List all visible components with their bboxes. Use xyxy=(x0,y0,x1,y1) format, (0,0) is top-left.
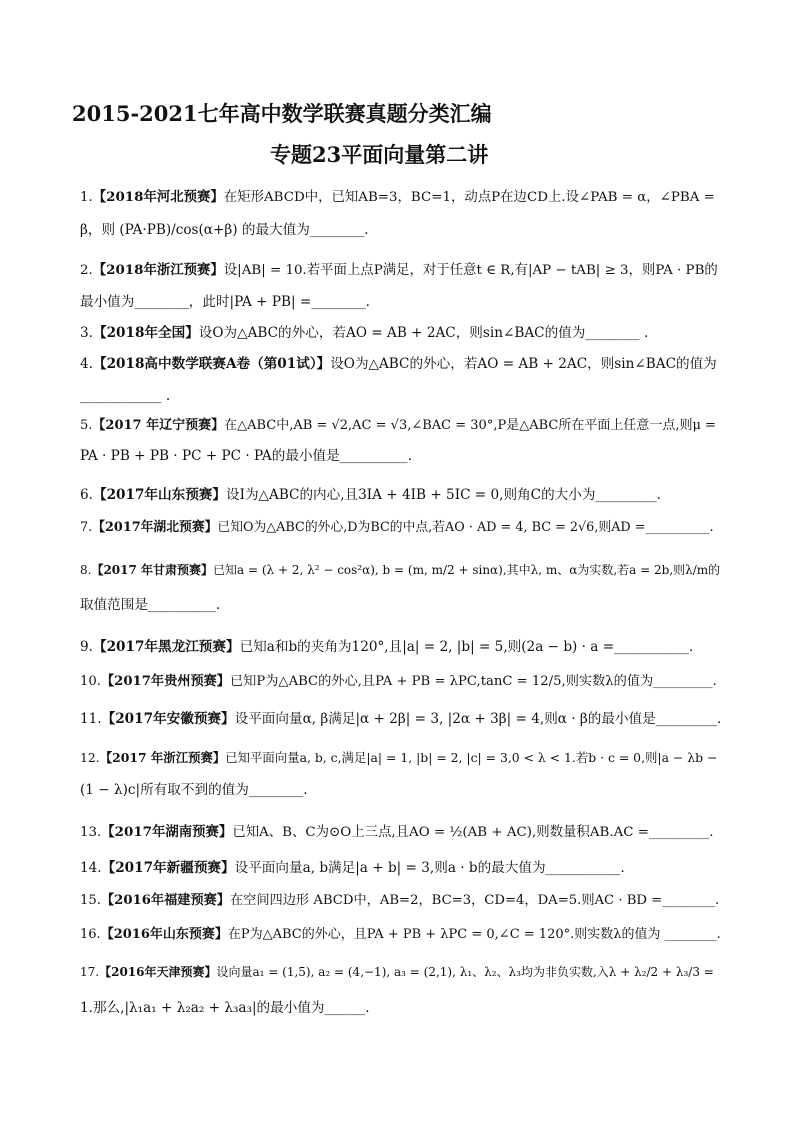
question-text: 已知平面向量a, b, c,满足|a| = 1, |b| = 2, |c| = 3,0 < λ < 1.若b · c = 0,则|a − λb − xyxy=(225,750,718,765)
question-line xyxy=(80,595,220,615)
question-tag: 【2017年湖南预赛】 xyxy=(101,824,233,840)
question-text: 设O为△ABC的外心，若AO = AB + 2AC，则sin∠BAC的值为________ . xyxy=(198,325,649,341)
question-tag: 【2017年湖北预赛】 xyxy=(92,520,218,535)
question-number: 4. xyxy=(80,356,93,372)
question-number: 3. xyxy=(80,325,93,341)
question-text: 已知a和b的夹角为120°,且|a| = 2, |b| = 5,则(2a − b) · a =___________. xyxy=(239,639,694,655)
question-tag: 【2017 年浙江预赛】 xyxy=(99,750,226,765)
question-number: 9. xyxy=(80,639,93,655)
question-text: (1 − λ)c|所有取不到的值为________. xyxy=(80,782,308,798)
question-number: 2. xyxy=(80,263,93,278)
question-line xyxy=(80,292,370,312)
question-text: 在矩形ABCD中，已知AB=3，BC=1，动点P在边CD上.设∠PAB = α，∠PBA = xyxy=(223,190,715,205)
question-line xyxy=(80,416,716,436)
question-text: 已知O为△ABC的外心,D为BC的中点,若AO · AD = 4, BC = 2√6,则AD =__________. xyxy=(217,520,714,535)
question-tag: 【2018年全国】 xyxy=(92,325,199,341)
question-number: 1. xyxy=(80,190,93,205)
question-line xyxy=(80,485,661,505)
question-text: PA · PB + PB · PC + PC · PA的最小值是__________. xyxy=(80,448,413,464)
question-tag: 【2017年山东预赛】 xyxy=(92,487,226,503)
question-text: 设I为△ABC的内心,且3IA + 4IB + 5IC = 0,则角C的大小为_________. xyxy=(225,487,661,503)
question-text: 在P为△ABC的外心，且PA + PB + λPC = 0,∠C = 120°.则实数λ的值为 ________. xyxy=(227,927,721,942)
question-line xyxy=(80,998,370,1018)
question-number: 16. xyxy=(80,927,101,942)
question-line xyxy=(80,354,717,374)
question-text: 已知a = (λ + 2, λ² − cos²α), b = (m, m/2 + sinα),其中λ, m、α为实数,若a = 2b,则λ/m的 xyxy=(213,563,721,577)
question-text: 设O为△ABC的外心，若AO = AB + 2AC，则sin∠BAC的值为 xyxy=(330,356,717,372)
question-text: ____________ . xyxy=(80,388,171,404)
question-text: β，则 (PA·PB)/cos(α+β) 的最大值为________. xyxy=(80,222,369,238)
question-text: 在空间四边形 ABCD中，AB=2，BC=3，CD=4，DA=5.则AC · BD =________. xyxy=(230,893,720,908)
question-line xyxy=(80,780,308,800)
document-subtitle: 专题23平面向量第二讲 xyxy=(270,142,489,167)
question-text: 在△ABC中,AB = √2,AC = √3,∠BAC = 30°,P是△ABC所在平面上任意一点,则μ = xyxy=(224,418,716,433)
question-line xyxy=(80,672,717,692)
question-number: 14. xyxy=(80,860,102,876)
question-number: 15. xyxy=(80,893,101,908)
question-text: 设平面向量a, b满足|a + b| = 3,则a · b的最大值为___________. xyxy=(234,860,625,876)
question-number: 13. xyxy=(80,825,102,840)
question-tag: 【2017年贵州预赛】 xyxy=(100,674,230,689)
question-number: 17. xyxy=(80,965,100,979)
question-line xyxy=(80,518,714,538)
question-number: 10. xyxy=(80,674,101,689)
question-line xyxy=(80,560,720,580)
question-tag: 【2017年安徽预赛】 xyxy=(101,711,235,727)
question-tag: 【2016年福建预赛】 xyxy=(100,893,230,908)
question-text: 设|AB| = 10.若平面上点P满足，对于任意t ∈ R,有|AP − tAB| ≥ 3，则PA · PB的 xyxy=(223,263,718,278)
document-title: 2015-2021七年高中数学联赛真题分类汇编 xyxy=(72,101,492,126)
question-tag: 【2017 年辽宁预赛】 xyxy=(92,418,225,433)
question-text: 1.那么,|λ₁a₁ + λ₂a₂ + λ₃a₃|的最小值为______. xyxy=(80,1000,370,1016)
question-line xyxy=(80,386,170,406)
question-line xyxy=(80,187,715,208)
question-tag: 【2016年天津预赛】 xyxy=(99,965,217,979)
question-text: 取值范围是__________. xyxy=(80,597,221,613)
question-number: 11. xyxy=(80,711,102,727)
question-line xyxy=(80,709,721,729)
question-tag: 【2016年山东预赛】 xyxy=(100,927,228,942)
question-line xyxy=(80,446,412,466)
question-line xyxy=(80,858,625,878)
question-text: 设平面向量α, β满足|α + 2β| = 3, |2α + 3β| = 4,则α · β的最小值是_________. xyxy=(234,711,722,727)
question-text: 已知A、B、C为⊙O上三点,且AO = ½(AB + AC),则数量积AB.AC =_________. xyxy=(232,825,714,840)
question-tag: 【2017年新疆预赛】 xyxy=(101,860,235,876)
question-tag: 【2017 年甘肃预赛】 xyxy=(91,563,214,577)
question-line xyxy=(80,637,693,657)
question-number: 12. xyxy=(80,750,100,765)
question-line xyxy=(80,962,714,982)
question-number: 7. xyxy=(80,520,93,535)
question-number: 8. xyxy=(80,563,92,577)
question-line xyxy=(80,748,717,768)
question-tag: 【2018年浙江预赛】 xyxy=(92,262,224,278)
question-tag: 【2018高中数学联赛A卷（第01试）】 xyxy=(92,356,331,372)
question-line xyxy=(80,925,721,945)
question-line xyxy=(80,260,718,281)
question-tag: 【2017年黑龙江预赛】 xyxy=(92,639,240,655)
question-line xyxy=(80,891,719,911)
question-tag: 【2018年河北预赛】 xyxy=(92,189,224,205)
question-line xyxy=(80,822,714,843)
question-line xyxy=(80,323,648,343)
question-text: 最小值为________，此时|PA + PB| =________. xyxy=(80,294,370,310)
question-number: 5. xyxy=(80,418,93,433)
question-text: 设向量a₁ = (1,5), a₂ = (4,−1), a₃ = (2,1), λ₁、λ₂、λ₃均为非负实数,入λ + λ₂/2 + λ₃/3 = xyxy=(216,965,714,979)
question-line xyxy=(80,220,369,240)
question-text: 已知P为△ABC的外心,且PA + PB = λPC,tanC = 12/5,则实数λ的值为_________. xyxy=(230,674,717,689)
question-number: 6. xyxy=(80,487,93,503)
